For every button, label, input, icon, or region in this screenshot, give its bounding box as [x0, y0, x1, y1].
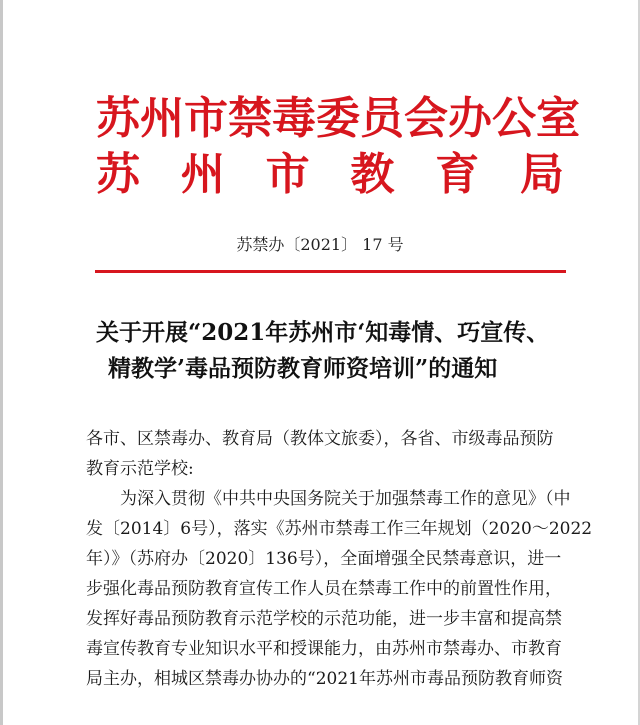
- masthead-char: 苏: [96, 149, 140, 200]
- masthead-issuer-2: [96, 150, 564, 200]
- body-paragraph-line: 步强化毒品预防教育宣传工作人员在禁毒工作中的前置性作用，: [86, 579, 562, 599]
- masthead-char: 州: [180, 149, 225, 200]
- red-separator-line: [95, 270, 566, 273]
- addressee-line-2: 教育示范学校:: [86, 459, 194, 479]
- body-paragraph-line: 发挥好毒品预防教育示范学校的示范功能，进一步丰富和提高禁: [86, 609, 562, 629]
- document-title-line-1: 关于开展“2021年苏州市‘知毒情、巧宣传、: [96, 319, 550, 346]
- body-paragraph-line: 年）》（苏府办〔2020〕136号），全面增强全民禁毒意识，进一: [86, 549, 562, 569]
- masthead-char: 局: [519, 149, 564, 200]
- body-paragraph-line: 为深入贯彻《中共中央国务院关于加强禁毒工作的意见》（中: [120, 489, 571, 509]
- masthead-char: 育: [435, 149, 480, 200]
- body-paragraph-line: 发〔2014〕6号），落实《苏州市禁毒工作三年规划（2020～2022: [86, 519, 593, 539]
- masthead-issuer-1: 苏州市禁毒委员会办公室: [96, 93, 580, 144]
- document-title-line-2: 精教学’毒品预防教育师资培训”的通知: [108, 355, 498, 382]
- masthead-char: 市: [265, 149, 310, 200]
- page-edge-left: [0, 0, 3, 725]
- body-paragraph-line: 毒宣传教育专业知识水平和授课能力，由苏州市禁毒办、市教育: [86, 639, 562, 659]
- masthead-char: 教: [350, 149, 395, 200]
- document-number: 苏禁办〔2021〕 17 号: [236, 235, 404, 254]
- body-paragraph-line: 局主办，相城区禁毒办协办的“2021年苏州市毒品预防教育师资: [86, 669, 563, 689]
- addressee-line-1: 各市、区禁毒办、教育局（教体文旅委），各省、市级毒品预防: [86, 429, 554, 449]
